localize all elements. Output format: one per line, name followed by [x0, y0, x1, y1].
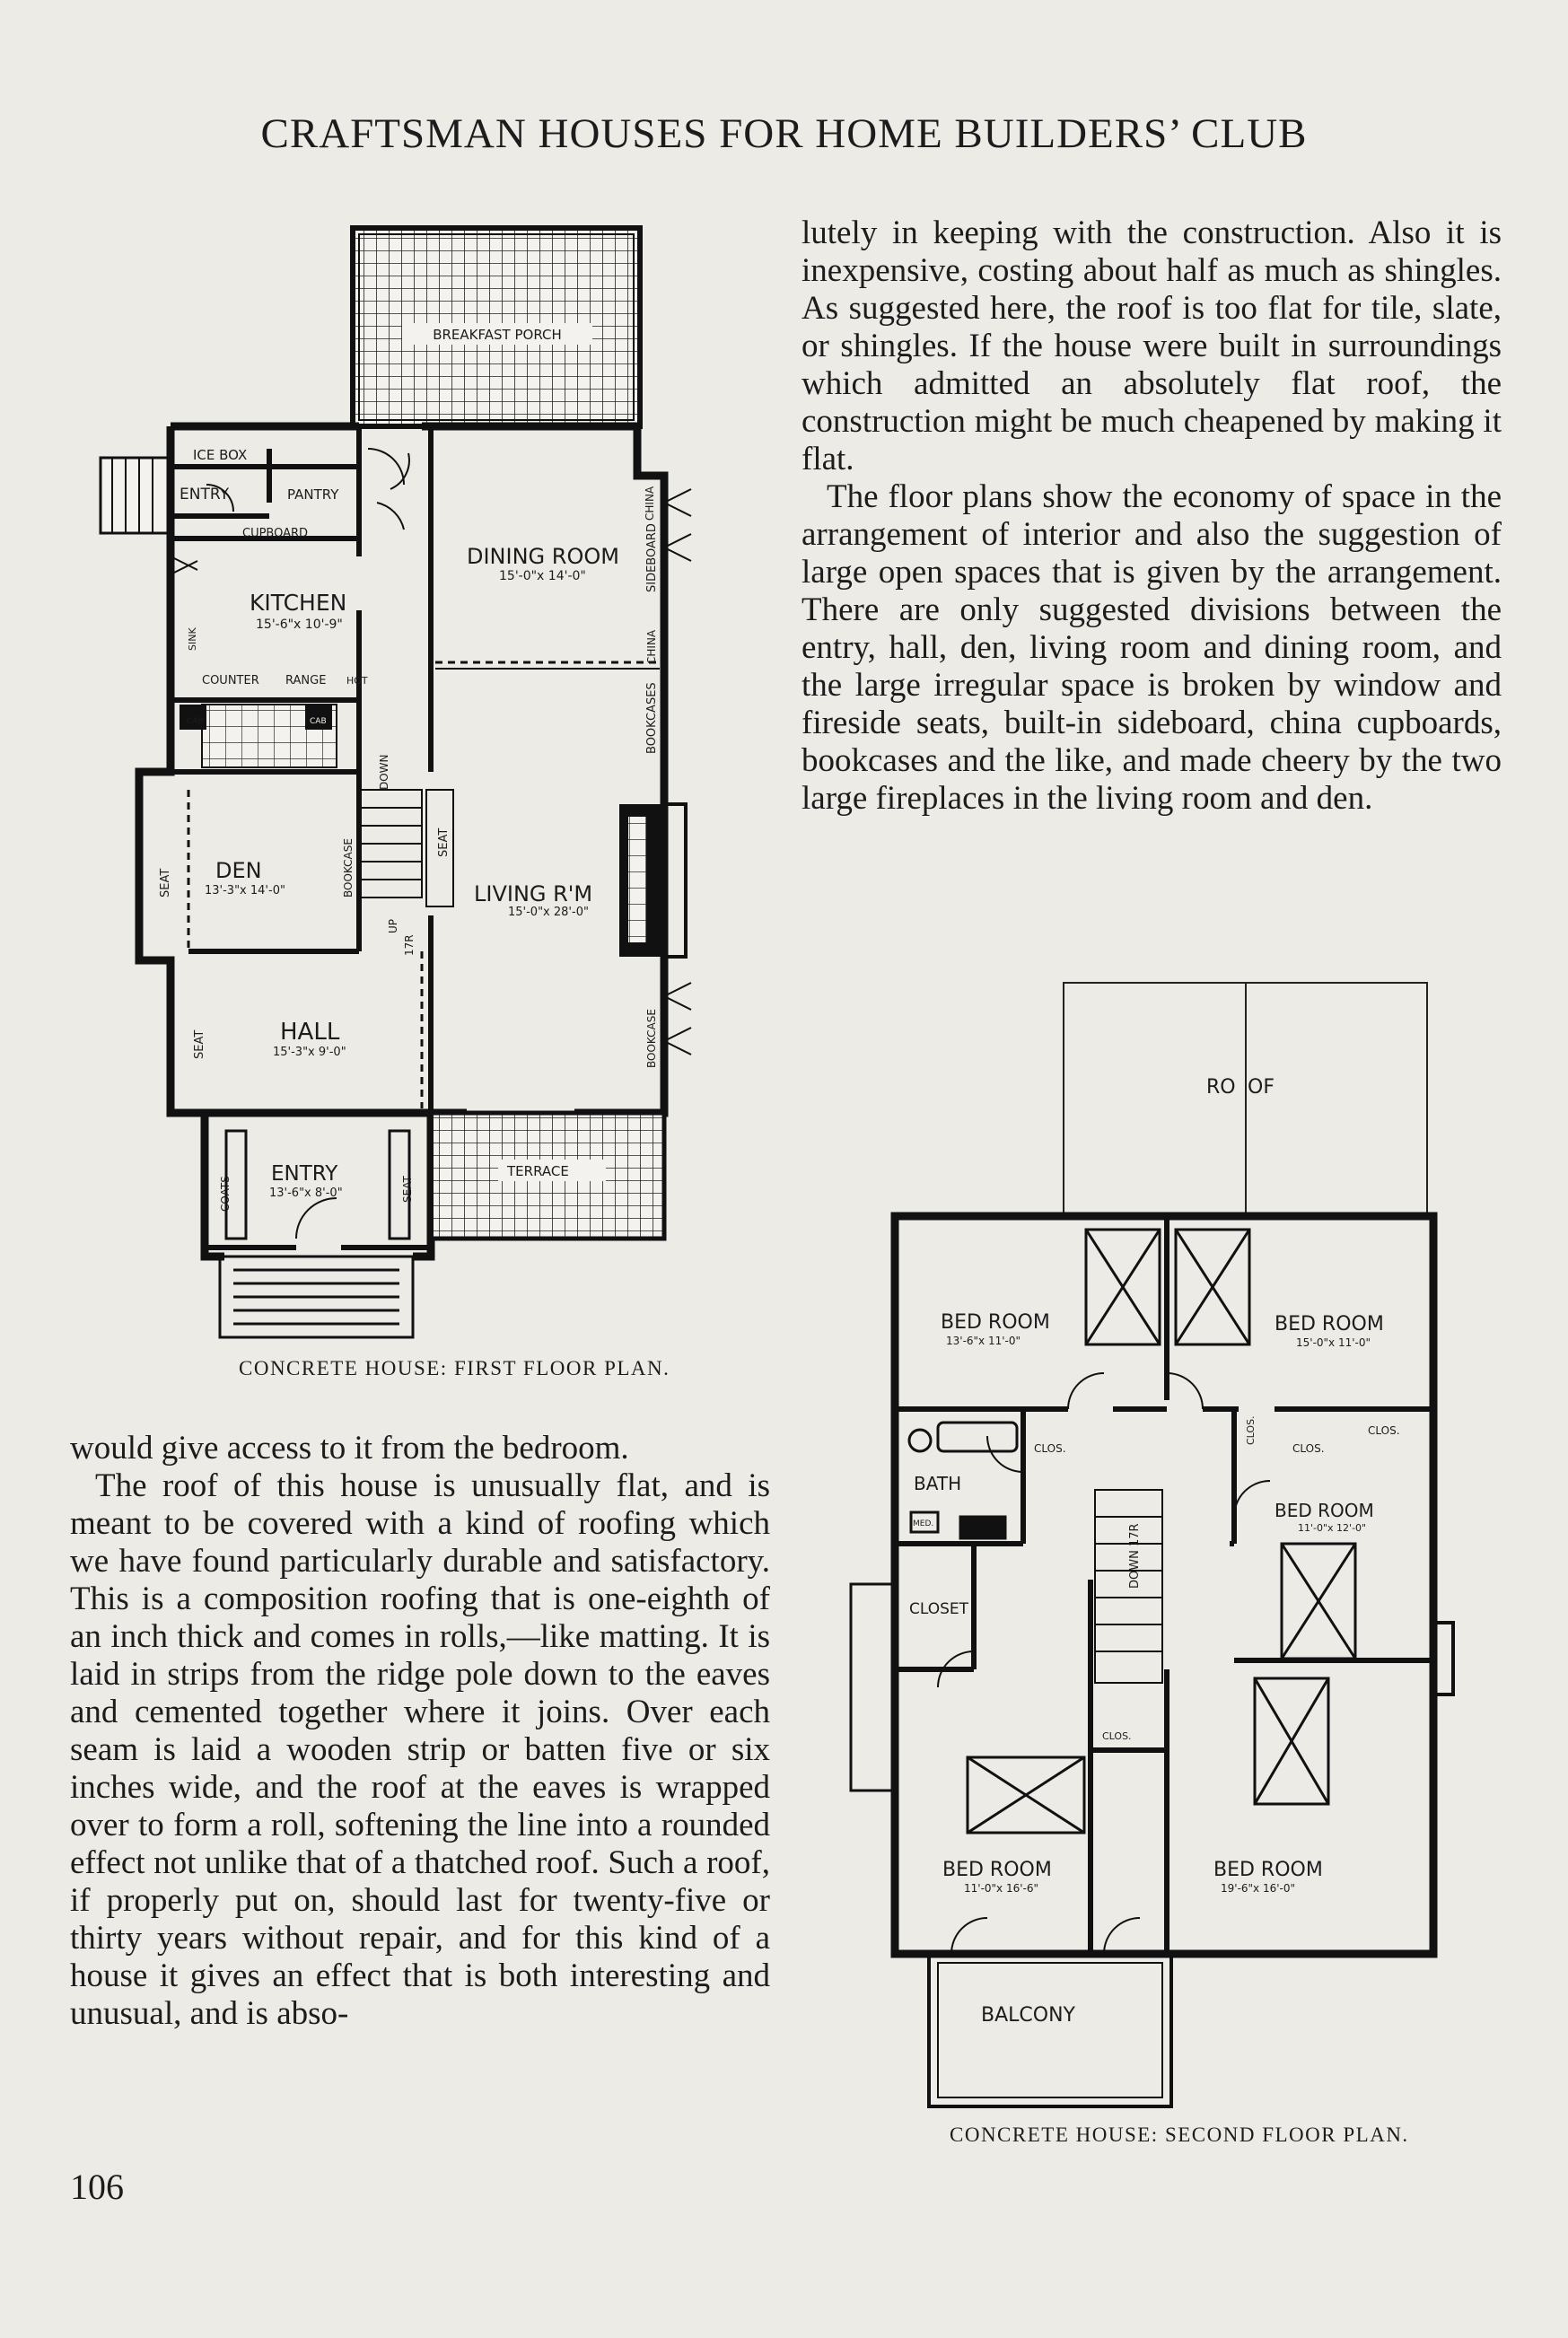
closet-label: CLOSET: [909, 1600, 969, 1618]
bookcases-top-label: BOOKCASES: [645, 682, 659, 754]
bedroom5-dim: 19'-6"x 16'-0": [1221, 1882, 1296, 1895]
balcony: [929, 1954, 1171, 2106]
stair-up-label: UP: [387, 918, 399, 933]
living-room-label: LIVING R'M: [474, 881, 593, 906]
closet4-label: CLOS.: [1368, 1424, 1400, 1437]
den-label: DEN: [215, 858, 262, 883]
page-number: 106: [70, 2167, 124, 2207]
ice-box-label: ICE BOX: [193, 447, 248, 463]
stair-down-label: DOWN: [378, 754, 390, 790]
balcony-label: BALCONY: [981, 2004, 1075, 2027]
roof-label-a: RO: [1206, 1076, 1236, 1099]
range-label: RANGE: [285, 674, 327, 687]
kitchen-label: KITCHEN: [250, 590, 347, 616]
left-paragraph-2: The roof of this house is unusually flat, and is meant to be covered with a kind of roofing which we have found particularly durable and satisfactory. This is a composition roofing that is one-eighth of an inch thick and comes in rolls,—like matting. It is laid in strips from the ridge pole down to the eaves and cemented together where it joins. Over each seam is laid a wooden strip or batten five or six inches wide, and the roof at the eaves is wrapped over to form a roll, softening the line into a rounded effect not unlike that of a thatched roof. Such a roof, if properly put on, should last for twenty-five or thirty years without repair, and for this kind of a house it gives an effect that is both interesting and unusual, and is abso-: [70, 1467, 770, 2032]
cabinet-right-label: CAB: [310, 717, 327, 726]
terrace-label: TERRACE: [507, 1163, 569, 1179]
back-entry-label: ENTRY: [180, 486, 229, 504]
bedroom2-label: BED ROOM: [1275, 1313, 1384, 1335]
right-paragraph-2: The floor plans show the economy of space in the arrangement of interior and also the suggestion of large open spaces that is given by the arrangement. There are only suggested divisions between the entry, hall, den, living room and dining room, and the large irregular space is broken by window and fireside seats, built-in sideboard, china cupboards, bookcases and the like, and made cheery by the two large fireplaces in the living room and den.: [802, 478, 1502, 817]
right-paragraph-1: lutely in keeping with the construction. Also it is inexpensive, costing about half as much as shingles. As suggested here, the roof is too flat for tile, slate, or shingles. If the house were built in surroundings which admitted an absolutely flat roof, the construction might be much cheapened by making it flat.: [802, 215, 1502, 477]
sink-label: SINK: [187, 627, 198, 651]
bedroom4-label: BED ROOM: [942, 1859, 1052, 1881]
den-bookcase-label: BOOKCASE: [342, 838, 355, 898]
living-bookcase-label: BOOKCASE: [645, 1009, 658, 1068]
roof-label-b: OF: [1248, 1076, 1275, 1099]
entry-seat-label: SEAT: [401, 1176, 414, 1203]
front-entry-label: ENTRY: [271, 1162, 338, 1186]
stair-seat-label: SEAT: [437, 827, 451, 857]
china-top-label: CHINA: [644, 486, 656, 521]
roof-outline: [1064, 983, 1427, 1216]
closet5-label: CLOS.: [1102, 1730, 1132, 1742]
living-room-dim: 15'-0"x 28'-0": [508, 906, 589, 919]
hot-water-label: HOT: [346, 675, 368, 687]
bedroom4-dim: 11'-0"x 16'-6": [964, 1882, 1039, 1895]
bedroom2-dim: 15'-0"x 11'-0": [1296, 1336, 1371, 1349]
sideboard-label: SIDEBOARD: [645, 523, 659, 592]
den-dim: 13'-3"x 14'-0": [205, 884, 285, 898]
first-floor-caption: CONCRETE HOUSE: FIRST FLOOR PLAN.: [239, 1357, 670, 1379]
closet2-label: CLOS.: [1245, 1415, 1257, 1445]
hall-seat-label: SEAT: [193, 1029, 206, 1059]
left-paragraph-1: would give access to it from the bedroom.: [70, 1430, 629, 1467]
bedroom5-label: BED ROOM: [1213, 1859, 1323, 1881]
cabinet-left-label: CAB: [187, 717, 204, 726]
stair-down-label-2: DOWN 17R: [1128, 1523, 1142, 1589]
bedroom1-dim: 13'-6"x 11'-0": [946, 1335, 1021, 1347]
front-entry-dim: 13'-6"x 8'-0": [269, 1187, 343, 1200]
dining-room-dim: 15'-0"x 14'-0": [499, 569, 586, 583]
closet1-label: CLOS.: [1034, 1442, 1066, 1455]
bedroom3-dim: 11'-0"x 12'-0": [1298, 1522, 1367, 1534]
closet3-label: CLOS.: [1292, 1442, 1325, 1455]
medicine-cabinet-label: MED.: [913, 1519, 934, 1528]
page-heading: CRAFTSMAN HOUSES FOR HOME BUILDERS’ CLUB: [260, 110, 1308, 157]
kitchen-dim: 15'-6"x 10'-9": [256, 617, 343, 632]
stair-risers-label: 17R: [403, 934, 416, 956]
breakfast-porch-label: BREAKFAST PORCH: [433, 327, 562, 343]
left-column-text: [70, 1430, 770, 2033]
bedroom1-label: BED ROOM: [941, 1311, 1050, 1334]
second-floor-caption: CONCRETE HOUSE: SECOND FLOOR PLAN.: [950, 2123, 1409, 2146]
bath-label: BATH: [914, 1473, 962, 1494]
hall-label: HALL: [280, 1019, 340, 1046]
china-bottom-label: CHINA: [645, 629, 658, 664]
hall-dim: 15'-3"x 9'-0": [273, 1046, 346, 1059]
pantry-label: PANTRY: [287, 486, 339, 503]
cupboard-label: CUPBOARD: [242, 527, 309, 540]
counter-label: COUNTER: [202, 674, 259, 687]
bedroom3-label: BED ROOM: [1275, 1500, 1374, 1521]
right-column-text: [802, 215, 1502, 818]
den-seat-label: SEAT: [159, 868, 172, 898]
dining-room-label: DINING ROOM: [467, 544, 619, 569]
coats-label: COATS: [219, 1176, 232, 1212]
